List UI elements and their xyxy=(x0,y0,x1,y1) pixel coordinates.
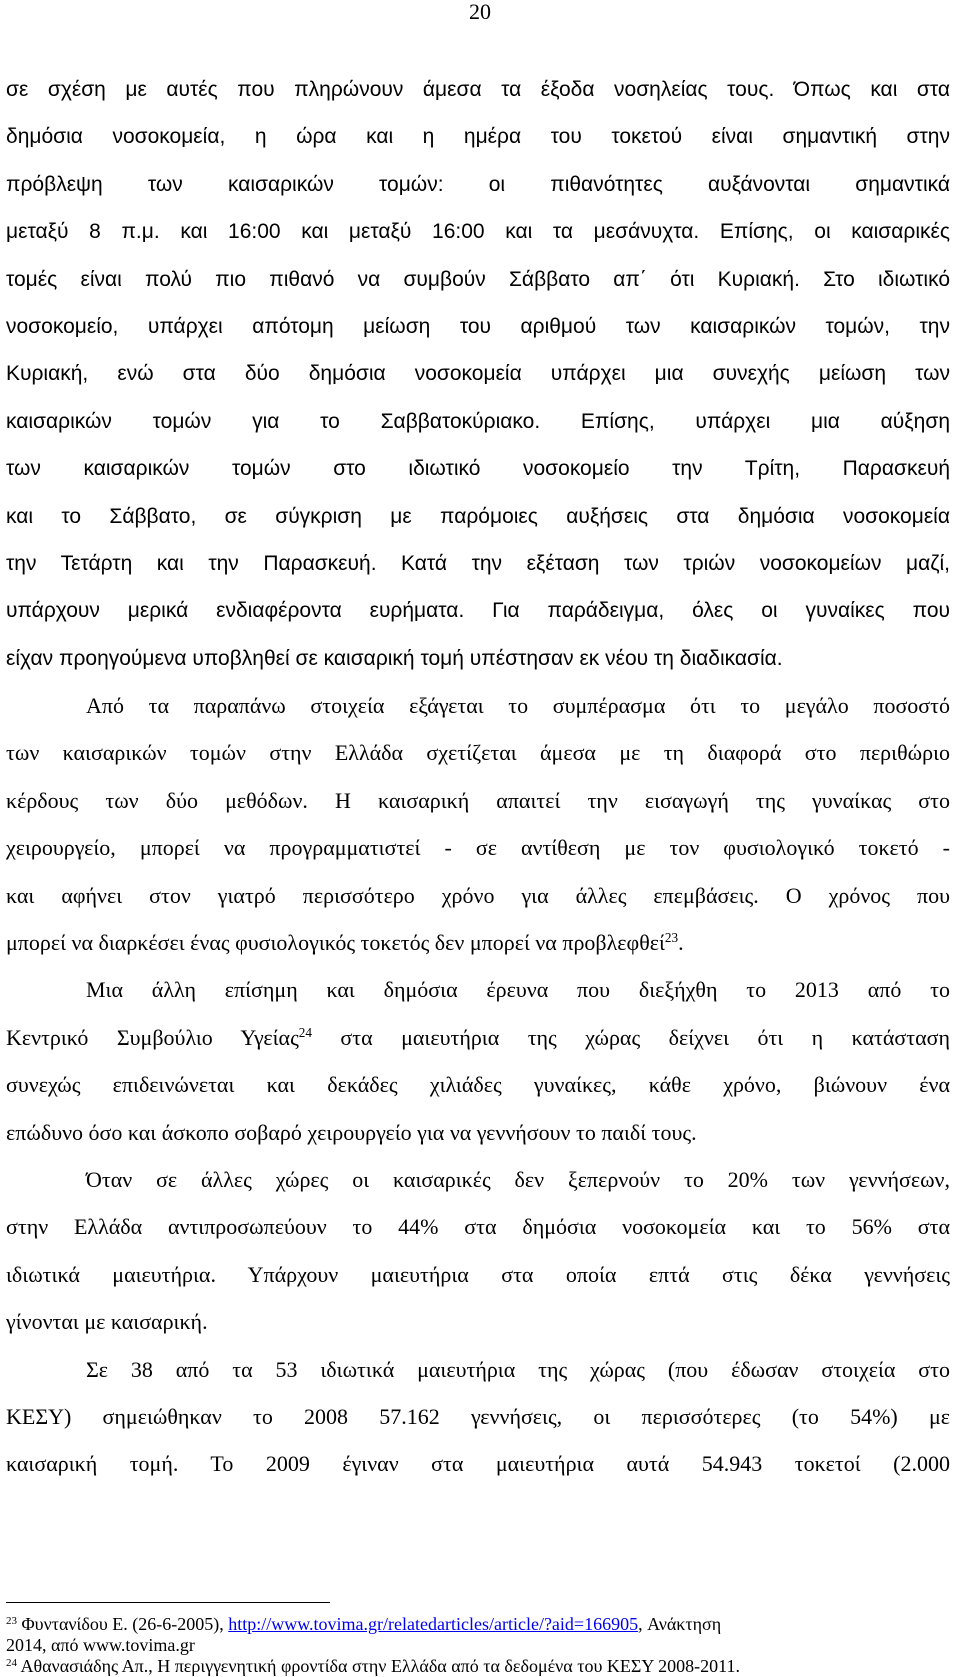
footnote-ref-24: 24 xyxy=(298,1024,312,1040)
text-line: επώδυνο όσο και άσκοπο σοβαρό χειρουργείο για να γεννήσουν το παιδί τους. xyxy=(6,1119,697,1145)
text-line: κέρδους των δύο μεθόδων. Η καισαρική απαιτεί την εισαγωγή της γυναίκας στο xyxy=(6,787,950,813)
text-line: υπάρχουν μερικά ενδιαφέροντα ευρήματα. Για παράδειγμα, όλες οι γυναίκες που xyxy=(6,599,950,623)
text-line: καισαρική τομή. Το 2009 έγιναν στα μαιευτήρια αυτά 54.943 τοκετοί (2.000 xyxy=(6,1451,950,1477)
text-line: καισαρικών τομών για το Σαββατοκύριακο. Επίσης, υπάρχει μια αύξηση xyxy=(6,409,950,433)
text-line: και το Σάββατο, σε σύγκριση με παρόμοιες αυξήσεις στα δημόσια νοσοκομεία xyxy=(6,504,950,528)
footnote-number: 24 xyxy=(6,1657,17,1669)
text-line: μεταξύ 8 π.μ. και 16:00 και μεταξύ 16:00 και τα μεσάνυχτα. Επίσης, οι καισαρικές xyxy=(6,220,950,244)
text-line: γίνονται με καισαρική. xyxy=(6,1309,208,1335)
text-line: νοσοκομείο, υπάρχει απότομη μείωση του αριθμού των καισαρικών τομών, την xyxy=(6,314,950,338)
text-span: στα μαιευτήρια της χώρας δείχνει ότι η κατάσταση xyxy=(311,1024,950,1050)
body-text xyxy=(6,66,950,1488)
text-line: χειρουργείο, μπορεί να προγραμματιστεί - σε αντίθεση με τον φυσιολογικό τοκετό - xyxy=(6,835,950,861)
text-line: σε σχέση με αυτές που πληρώνουν άμεσα τα έξοδα νοσηλείας τους. Όπως και στα xyxy=(6,78,950,101)
text-line: συνεχώς επιδεινώνεται και δεκάδες χιλιάδες γυναίκες, κάθε χρόνο, βιώνουν ένα xyxy=(6,1072,950,1098)
text-line xyxy=(6,919,950,966)
text-line: ιδιωτικά μαιευτήρια. Υπάρχουν μαιευτήρια στα οποία επτά στις δέκα γεννήσεις xyxy=(6,1261,950,1287)
text-line: ΚΕΣΥ) σημειώθηκαν το 2008 57.162 γεννήσεις, οι περισσότερες (το 54%) με xyxy=(6,1403,950,1429)
text-line: των καισαρικών τομών στην Ελλάδα σχετίζεται άμεσα με τη διαφορά στο περιθώριο xyxy=(6,740,950,766)
footnote-separator xyxy=(6,1602,330,1603)
text-span: . xyxy=(678,930,684,956)
footnote-ref-23: 23 xyxy=(664,930,679,946)
text-line: Κυριακή, ενώ στα δύο δημόσια νοσοκομεία υπάρχει μια συνεχής μείωση των xyxy=(6,362,950,386)
footnote-23-continued: 2014, από www.tovima.gr xyxy=(6,1635,195,1655)
text-line: στην Ελλάδα αντιπροσωπεύουν το 44% στα δημόσια νοσοκομεία και το 56% στα xyxy=(6,1214,950,1240)
footnote-24 xyxy=(6,1656,950,1677)
text-line: Όταν σε άλλες χώρες οι καισαρικές δεν ξεπερνούν το 20% των γεννήσεων, xyxy=(86,1166,950,1192)
text-line: των καισαρικών τομών στο ιδιωτικό νοσοκομείο την Τρίτη, Παρασκευή xyxy=(6,457,950,481)
footnote-number: 23 xyxy=(6,1615,17,1627)
footnote-text: , Ανάκτηση xyxy=(638,1614,722,1634)
text-line: Μια άλλη επίσημη και δημόσια έρευνα που διεξήχθη το 2013 από το xyxy=(86,977,950,1003)
text-line: τομές είναι πολύ πιο πιθανό να συμβούν Σάββατο απ΄ ότι Κυριακή. Στο ιδιωτικό xyxy=(6,267,950,291)
text-span: Κεντρικό Συμβούλιο Υγείας xyxy=(6,1024,299,1050)
text-line: Σε 38 από τα 53 ιδιωτικά μαιευτήρια της χώρας (που έδωσαν στοιχεία στο xyxy=(86,1356,950,1382)
footnote-text: Φυντανίδου Ε. (26-6-2005), xyxy=(17,1614,229,1634)
footnotes xyxy=(6,1614,950,1677)
page-number: 20 xyxy=(469,0,491,24)
footnote-text: Αθανασιάδης Απ., Η περιγγενητική φροντίδα στην Ελλάδα από τα δεδομένα του ΚΕΣΥ 2008-2011. xyxy=(17,1656,740,1676)
footnote-link[interactable]: http://www.tovima.gr/relatedarticles/article/?aid=166905 xyxy=(228,1614,639,1634)
text-line: δημόσια νοσοκομεία, η ώρα και η ημέρα του τοκετού είναι σημαντική στην xyxy=(6,125,950,149)
text-line: την Τετάρτη και την Παρασκευή. Κατά την εξέταση των τριών νοσοκομείων μαζί, xyxy=(6,551,950,575)
text-line: πρόβλεψη των καισαρικών τομών: οι πιθανότητες αυξάνονται σημαντικά xyxy=(6,172,950,196)
text-span: μπορεί να διαρκέσει ένας φυσιολογικός τοκετός δεν μπορεί να προβλεφθεί xyxy=(6,930,665,956)
text-line: και αφήνει στον γιατρό περισσότερο χρόνο για άλλες επεμβάσεις. Ο χρόνος που xyxy=(6,882,950,908)
text-line: είχαν προηγούμενα υποβληθεί σε καισαρική τομή υπέστησαν εκ νέου τη διαδικασία. xyxy=(6,646,783,670)
footnote-23 xyxy=(6,1614,950,1635)
text-line xyxy=(6,1014,950,1061)
text-line: Από τα παραπάνω στοιχεία εξάγεται το συμπέρασμα ότι το μεγάλο ποσοστό xyxy=(86,693,950,719)
